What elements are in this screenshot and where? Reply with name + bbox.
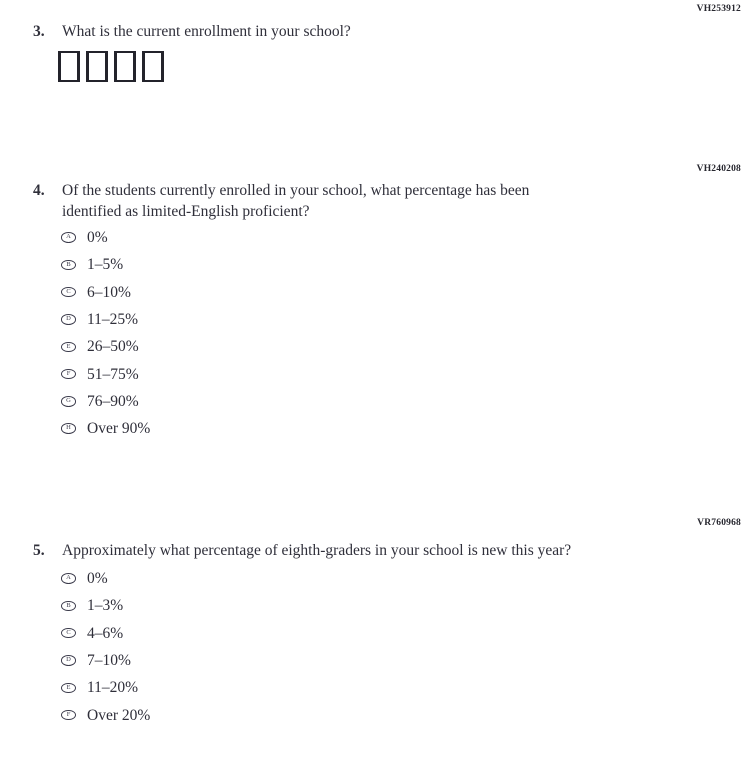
answer-option-b[interactable] bbox=[61, 592, 150, 619]
answer-bubble-icon[interactable] bbox=[61, 342, 76, 353]
bubble-letter: E bbox=[66, 683, 71, 691]
answer-option-label: 7–10% bbox=[87, 652, 131, 670]
bubble-letter: A bbox=[66, 233, 71, 241]
answer-option-label: 11–25% bbox=[87, 311, 139, 329]
answer-bubble-icon[interactable] bbox=[61, 396, 76, 407]
answer-bubble-icon[interactable] bbox=[61, 601, 76, 612]
question-3 bbox=[33, 21, 351, 42]
answer-option-e[interactable] bbox=[61, 674, 150, 701]
answer-option-d[interactable] bbox=[61, 647, 150, 674]
answer-option-c[interactable] bbox=[61, 279, 150, 306]
digit-entry-box-3[interactable] bbox=[114, 51, 136, 82]
question-5-number: 5. bbox=[33, 542, 45, 559]
bubble-letter: B bbox=[66, 260, 71, 268]
question-4 bbox=[33, 180, 590, 222]
answer-bubble-icon[interactable] bbox=[61, 314, 76, 325]
answer-bubble-icon[interactable] bbox=[61, 573, 76, 584]
answer-bubble-icon[interactable] bbox=[61, 260, 76, 271]
answer-option-label: Over 20% bbox=[87, 706, 151, 724]
answer-option-a[interactable] bbox=[61, 565, 150, 592]
bubble-letter: E bbox=[66, 342, 71, 350]
answer-option-e[interactable] bbox=[61, 333, 150, 360]
answer-option-label: 4–6% bbox=[87, 624, 124, 642]
answer-option-label: 0% bbox=[87, 229, 108, 247]
answer-option-label: 1–3% bbox=[87, 597, 124, 615]
question-4-options bbox=[61, 224, 150, 442]
answer-bubble-icon[interactable] bbox=[61, 683, 76, 694]
answer-option-label: 51–75% bbox=[87, 365, 139, 383]
answer-bubble-icon[interactable] bbox=[61, 423, 76, 434]
question-5-options bbox=[61, 565, 150, 729]
item-code-q4: VH240208 bbox=[696, 164, 741, 174]
answer-option-f[interactable] bbox=[61, 360, 150, 387]
answer-option-b[interactable] bbox=[61, 251, 150, 278]
bubble-letter: H bbox=[66, 424, 71, 432]
digit-entry-box-1[interactable] bbox=[58, 51, 80, 82]
answer-option-label: 1–5% bbox=[87, 256, 124, 274]
answer-bubble-icon[interactable] bbox=[61, 710, 76, 721]
bubble-letter: D bbox=[66, 656, 71, 664]
question-3-number: 3. bbox=[33, 23, 45, 40]
answer-option-a[interactable] bbox=[61, 224, 150, 251]
answer-bubble-icon[interactable] bbox=[61, 655, 76, 666]
answer-option-h[interactable] bbox=[61, 415, 150, 442]
bubble-letter: F bbox=[66, 710, 71, 718]
digit-entry-box-4[interactable] bbox=[142, 51, 164, 82]
answer-bubble-icon[interactable] bbox=[61, 287, 76, 298]
answer-option-c[interactable] bbox=[61, 620, 150, 647]
item-code-q3: VH253912 bbox=[696, 4, 741, 14]
bubble-letter: F bbox=[66, 369, 71, 377]
bubble-letter: D bbox=[66, 315, 71, 323]
question-5 bbox=[33, 540, 571, 561]
answer-option-d[interactable] bbox=[61, 306, 150, 333]
bubble-letter: C bbox=[66, 287, 71, 295]
answer-option-label: 6–10% bbox=[87, 283, 131, 301]
bubble-letter: A bbox=[66, 574, 71, 582]
question-3-text: What is the current enrollment in your school? bbox=[62, 23, 351, 40]
answer-bubble-icon[interactable] bbox=[61, 628, 76, 639]
bubble-letter: G bbox=[66, 397, 71, 405]
answer-option-g[interactable] bbox=[61, 388, 150, 415]
question-4-text: Of the students currently enrolled in your school, what percentage has been identified as limited-English proficient? bbox=[62, 182, 530, 220]
question-5-text: Approximately what percentage of eighth-graders in your school is new this year? bbox=[62, 542, 572, 559]
bubble-letter: C bbox=[66, 628, 71, 636]
answer-option-f[interactable] bbox=[61, 701, 150, 728]
bubble-letter: B bbox=[66, 601, 71, 609]
answer-option-label: 76–90% bbox=[87, 392, 139, 410]
answer-bubble-icon[interactable] bbox=[61, 369, 76, 380]
question-4-number: 4. bbox=[33, 182, 45, 199]
answer-option-label: Over 90% bbox=[87, 420, 151, 438]
answer-option-label: 11–20% bbox=[87, 679, 139, 697]
answer-bubble-icon[interactable] bbox=[61, 232, 76, 243]
answer-option-label: 26–50% bbox=[87, 338, 139, 356]
enrollment-digit-boxes bbox=[58, 51, 164, 82]
digit-entry-box-2[interactable] bbox=[86, 51, 108, 82]
item-code-q5: VR760968 bbox=[697, 518, 741, 528]
answer-option-label: 0% bbox=[87, 570, 108, 588]
